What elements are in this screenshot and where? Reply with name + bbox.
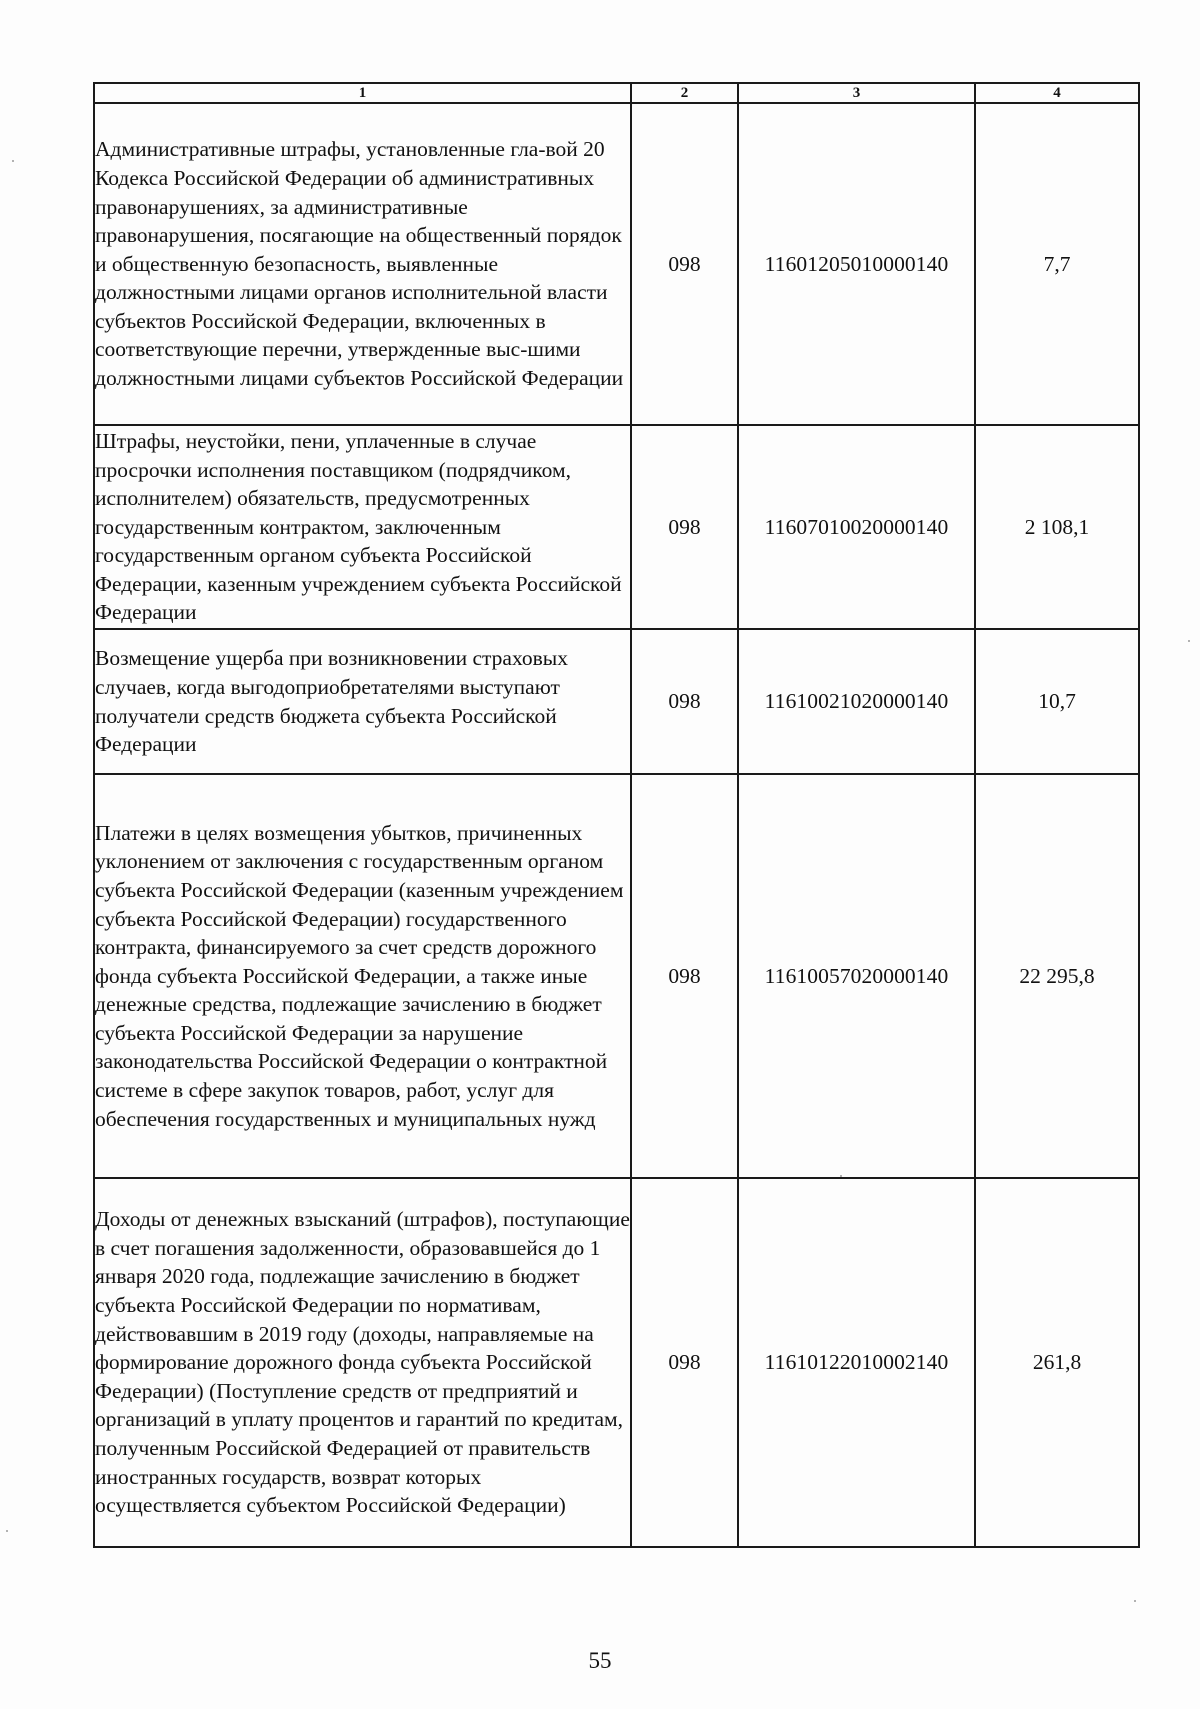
scan-speck bbox=[6, 1530, 8, 1532]
row-amount: 2 108,1 bbox=[975, 425, 1139, 629]
scan-speck bbox=[840, 1175, 842, 1177]
revenue-table bbox=[93, 82, 1140, 1548]
row-amount: 22 295,8 bbox=[975, 774, 1139, 1178]
row-admin-code: 098 bbox=[631, 103, 738, 425]
scan-speck bbox=[1134, 1600, 1136, 1602]
scan-speck bbox=[1188, 640, 1190, 642]
row-description: Платежи в целях возмещения убытков, причиненных уклонением от заключения с государственным органом субъекта Российской Федерации (казенным учреждением субъекта Российской Федерации) государственного контракта, финансируемого за счет средств дорожного фонда субъекта Российской Федерации, а также иные денежные средства, подлежащие зачислению в бюджет субъекта Российской Федерации за нарушение законодательства Российской Федерации о контрактной системе в сфере закупок товаров, работ, услуг для обеспечения государственных и муниципальных нужд bbox=[94, 774, 631, 1178]
row-kbk-code: 11610122010002140 bbox=[738, 1178, 975, 1547]
column-header-2: 2 bbox=[631, 83, 738, 103]
row-amount: 7,7 bbox=[975, 103, 1139, 425]
scan-speck bbox=[12, 160, 14, 162]
page-number: 55 bbox=[588, 1648, 612, 1673]
column-header-3: 3 bbox=[738, 83, 975, 103]
row-kbk-code: 11610057020000140 bbox=[738, 774, 975, 1178]
row-description: Административные штрафы, установленные гла-вой 20 Кодекса Российской Федерации об административных правонарушениях, за административные правонарушения, посягающие на общественный порядок и общественную безопасность, выявленные должностными лицами органов исполнительной власти субъектов Российской Федерации, включенных в соответствующие перечни, утвержденные выс-шими должностными лицами субъектов Российской Федерации bbox=[94, 103, 631, 425]
table-row bbox=[94, 103, 1139, 425]
table-row bbox=[94, 629, 1139, 774]
row-admin-code: 098 bbox=[631, 774, 738, 1178]
row-amount: 10,7 bbox=[975, 629, 1139, 774]
row-kbk-code: 11607010020000140 bbox=[738, 425, 975, 629]
row-description: Возмещение ущерба при возникновении страховых случаев, когда выгодоприобретателями выступают получатели средств бюджета субъекта Российской Федерации bbox=[94, 629, 631, 774]
row-kbk-code: 11601205010000140 bbox=[738, 103, 975, 425]
row-amount: 261,8 bbox=[975, 1178, 1139, 1547]
table-header-row bbox=[94, 83, 1139, 103]
table-row bbox=[94, 425, 1139, 629]
table-row bbox=[94, 774, 1139, 1178]
row-admin-code: 098 bbox=[631, 425, 738, 629]
column-header-4: 4 bbox=[975, 83, 1139, 103]
row-description: Штрафы, неустойки, пени, уплаченные в случае просрочки исполнения поставщиком (подрядчиком, исполнителем) обязательств, предусмотренных государственным контрактом, заключенным государственным органом субъекта Российской Федерации, казенным учреждением субъекта Российской Федерации bbox=[94, 425, 631, 629]
row-kbk-code: 11610021020000140 bbox=[738, 629, 975, 774]
row-admin-code: 098 bbox=[631, 1178, 738, 1547]
column-header-1: 1 bbox=[94, 83, 631, 103]
table-row bbox=[94, 1178, 1139, 1547]
row-admin-code: 098 bbox=[631, 629, 738, 774]
row-description: Доходы от денежных взысканий (штрафов), поступающие в счет погашения задолженности, образовавшейся до 1 января 2020 года, подлежащие зачислению в бюджет субъекта Российской Федерации по нормативам, действовавшим в 2019 году (доходы, направляемые на формирование дорожного фонда субъекта Российской Федерации) (Поступление средств от предприятий и организаций в уплату процентов и гарантий по кредитам, полученным Российской Федерацией от правительств иностранных государств, возврат которых осуществляется субъектом Российской Федерации) bbox=[94, 1178, 631, 1547]
